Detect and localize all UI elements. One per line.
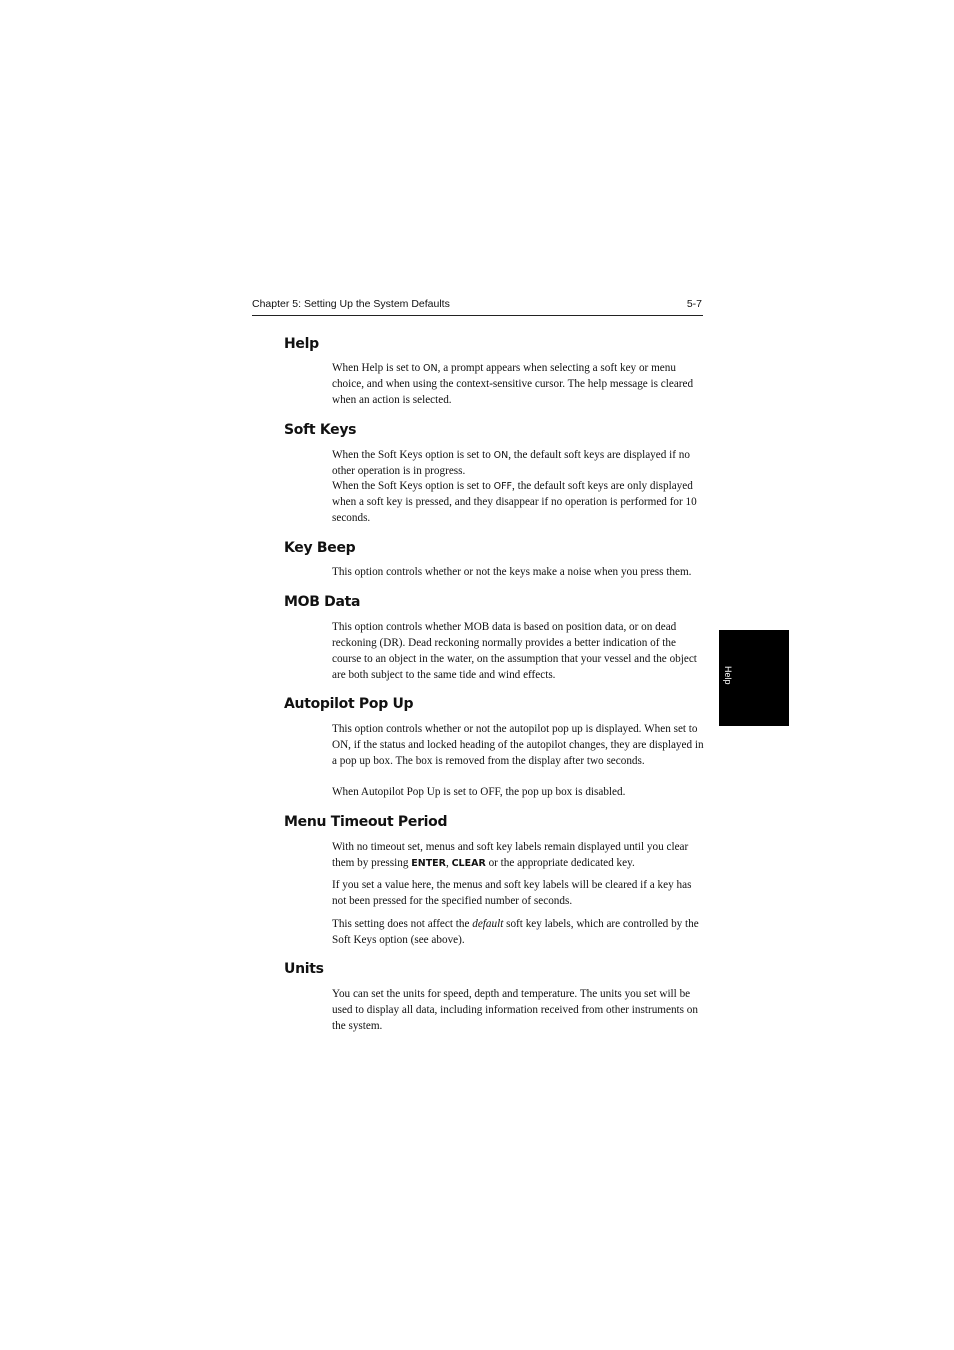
heading-units: Units [284, 961, 324, 977]
emphasis-default: default [472, 918, 504, 930]
heading-help: Help [284, 336, 319, 352]
section-thumb-tab [719, 630, 789, 726]
soft-keys-paragraph-on: When the Soft Keys option is set to ON, the default soft keys are displayed if no other operation is in progress. [332, 449, 690, 477]
keyword-on: ON [423, 363, 438, 374]
menu-timeout-paragraph-3: This setting does not affect the default soft key labels, which are controlled by the Soft Keys option (see above). [332, 918, 699, 946]
thumb-tab-label: Help [723, 666, 733, 685]
heading-soft-keys: Soft Keys [284, 422, 357, 438]
autopilot-paragraph-off: When Autopilot Pop Up is set to OFF, the pop up box is disabled. [332, 786, 626, 798]
page-number: 5-7 [686, 298, 702, 310]
chapter-title: Chapter 5: Setting Up the System Defaults [252, 298, 450, 310]
keyword-on: ON [493, 450, 509, 461]
heading-menu-timeout-period: Menu Timeout Period [284, 814, 448, 830]
running-header [252, 296, 703, 316]
key-enter: ENTER [411, 857, 446, 869]
menu-timeout-paragraph-1: With no timeout set, menus and soft key labels remain displayed until you clear them by pressing ENTER, CLEAR or the appropriate dedicated key. [332, 841, 689, 869]
autopilot-paragraph-on: This option controls whether or not the autopilot pop up is displayed. When set to ON, if the status and locked heading of the autopilot changes, they are displayed in a pop up box. The box is removed from the display after two seconds. [332, 723, 704, 767]
heading-key-beep: Key Beep [284, 540, 356, 556]
heading-mob-data: MOB Data [284, 594, 361, 610]
menu-timeout-paragraph-2: If you set a value here, the menus and soft key labels will be cleared if a key has not been pressed for the specified number of seconds. [332, 879, 692, 907]
key-clear: CLEAR [451, 857, 486, 869]
keyword-off: OFF [493, 481, 512, 492]
key-beep-paragraph: This option controls whether or not the keys make a noise when you press them. [332, 566, 692, 578]
soft-keys-paragraph-off: When the Soft Keys option is set to OFF, the default soft keys are only displayed when a soft key is pressed, and they disappear if no operation is performed for 10 seconds. [332, 480, 697, 524]
help-paragraph: When Help is set to ON, a prompt appears when selecting a soft key or menu choice, and when using the context-sensitive cursor. The help message is cleared when an action is selected. [332, 362, 694, 406]
units-paragraph: You can set the units for speed, depth and temperature. The units you set will be used to display all data, including information received from other instruments on the system. [332, 988, 698, 1032]
heading-autopilot-pop-up: Autopilot Pop Up [284, 696, 414, 712]
mob-data-paragraph: This option controls whether MOB data is based on position data, or on dead reckoning (DR). Dead reckoning normally provides a better indication of the course to an object in the water, on the assumption that your vessel and the object are both subject to the same tide and wind effects. [332, 621, 697, 681]
